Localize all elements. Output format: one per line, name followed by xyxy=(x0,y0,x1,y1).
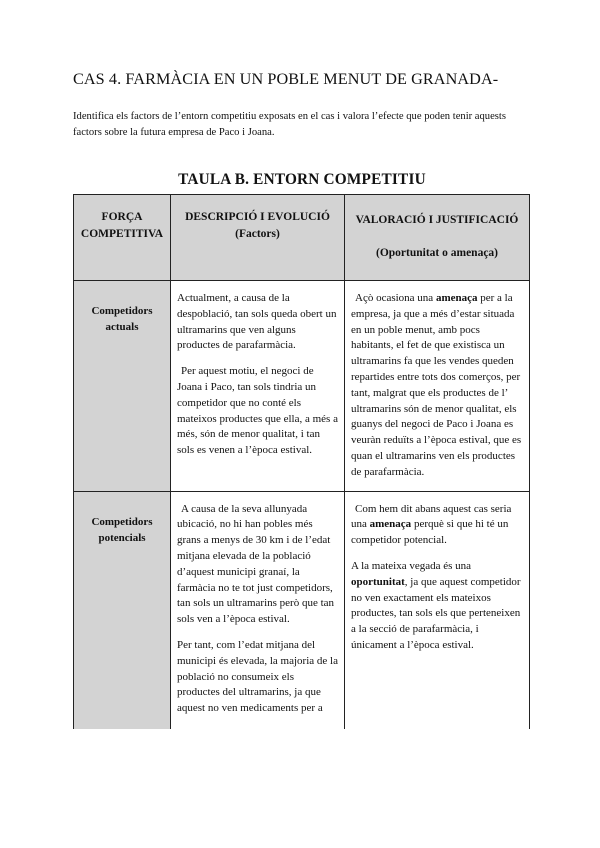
emphasis: amenaça xyxy=(435,292,478,304)
paragraph xyxy=(351,291,523,481)
table-row xyxy=(74,281,530,492)
header-force: FORÇA COMPETITIVA xyxy=(74,195,171,281)
paragraph xyxy=(351,559,523,654)
text-run: Com hem dit abans aquest cas seria una xyxy=(351,502,512,531)
header-valuation-subtitle: (Oportunitat o amenaça) xyxy=(375,247,498,259)
paragraph: Actualment, a causa de la despoblació, tan sols queda obert un ultramarins que ven alguns productes de parafarmàcia. xyxy=(177,292,337,352)
header-valuation-title: VALORACIÓ I JUSTIFICACIÓ xyxy=(355,214,519,226)
valuation-cell xyxy=(345,281,530,492)
paragraph: Per tant, com l’edat mitjana del municipi és elevada, la majoria de la població no consumeix els productes del ultramarins, ja que aquest no ven medicaments per a xyxy=(177,638,338,715)
row-label: Competidors potencials xyxy=(74,491,171,729)
page-title: CAS 4. FARMÀCIA EN UN POBLE MENUT DE GRANADA- xyxy=(73,70,499,88)
text-run: Açò ocasiona una xyxy=(355,292,436,304)
paragraph: Per aquest motiu, el negoci de Joana i Paco, tan sols tindria un competidor que no conté els mateixos productes que ella, a més a més, són de menor qualitat, i tan sols es venen a l’època estival. xyxy=(177,365,338,457)
competitive-environment-table xyxy=(73,194,530,729)
table-row xyxy=(74,491,530,729)
instructions-text: Identifica els factors de l’entorn competitiu exposats en el cas i valora l’efecte que poden tenir aquests factors sobre la futura empresa de Paco i Joana. xyxy=(73,111,506,138)
emphasis: amenaça xyxy=(369,518,412,531)
description-cell xyxy=(171,491,345,729)
emphasis: oportunitat xyxy=(351,575,405,588)
text-run: , ja que aquest competidor no ven exactament els mateixos productes, tan sols els que perteneixen a la secció de parafarmàcia, i únicament a l’època estival. xyxy=(351,575,521,651)
row-label: Competidors actuals xyxy=(74,281,171,492)
paragraph: A causa de la seva allunyada ubicació, no hi han pobles més grans a menys de 30 km i de l’edat mitjana elevada de la població d’aquest municipi granaí, la farmàcia no te tot just competidors, tan sols un ultramarins però que tan sols ven a l’època estival. xyxy=(177,502,335,626)
header-valuation xyxy=(345,195,530,281)
text-run: perquè si que hi té un competidor potencial. xyxy=(351,518,509,547)
description-cell xyxy=(171,281,345,492)
table-header-row xyxy=(74,195,530,281)
paragraph xyxy=(351,502,523,549)
header-description: DESCRIPCIÓ I EVOLUCIÓ (Factors) xyxy=(171,195,345,281)
valuation-cell xyxy=(345,491,530,729)
text-run: A la mateixa vegada és una xyxy=(351,559,472,572)
text-run: per a la empresa, ja que a més d’estar situada en un poble menut, amb pocs habitants, el fet de que existisca un ultramarins fa que les vendes queden repartides entre tots dos comerços, per tant, malgrat que els productes de l’ ultramarins són de menor qualitat, els guanys del negoci de Paco i Joana es veuràn reduïts a l’època estival, que es quan el ultramarins ven els productes de parafarmàcia. xyxy=(351,292,522,478)
table-title: TAULA B. ENTORN COMPETITIU xyxy=(178,171,426,188)
